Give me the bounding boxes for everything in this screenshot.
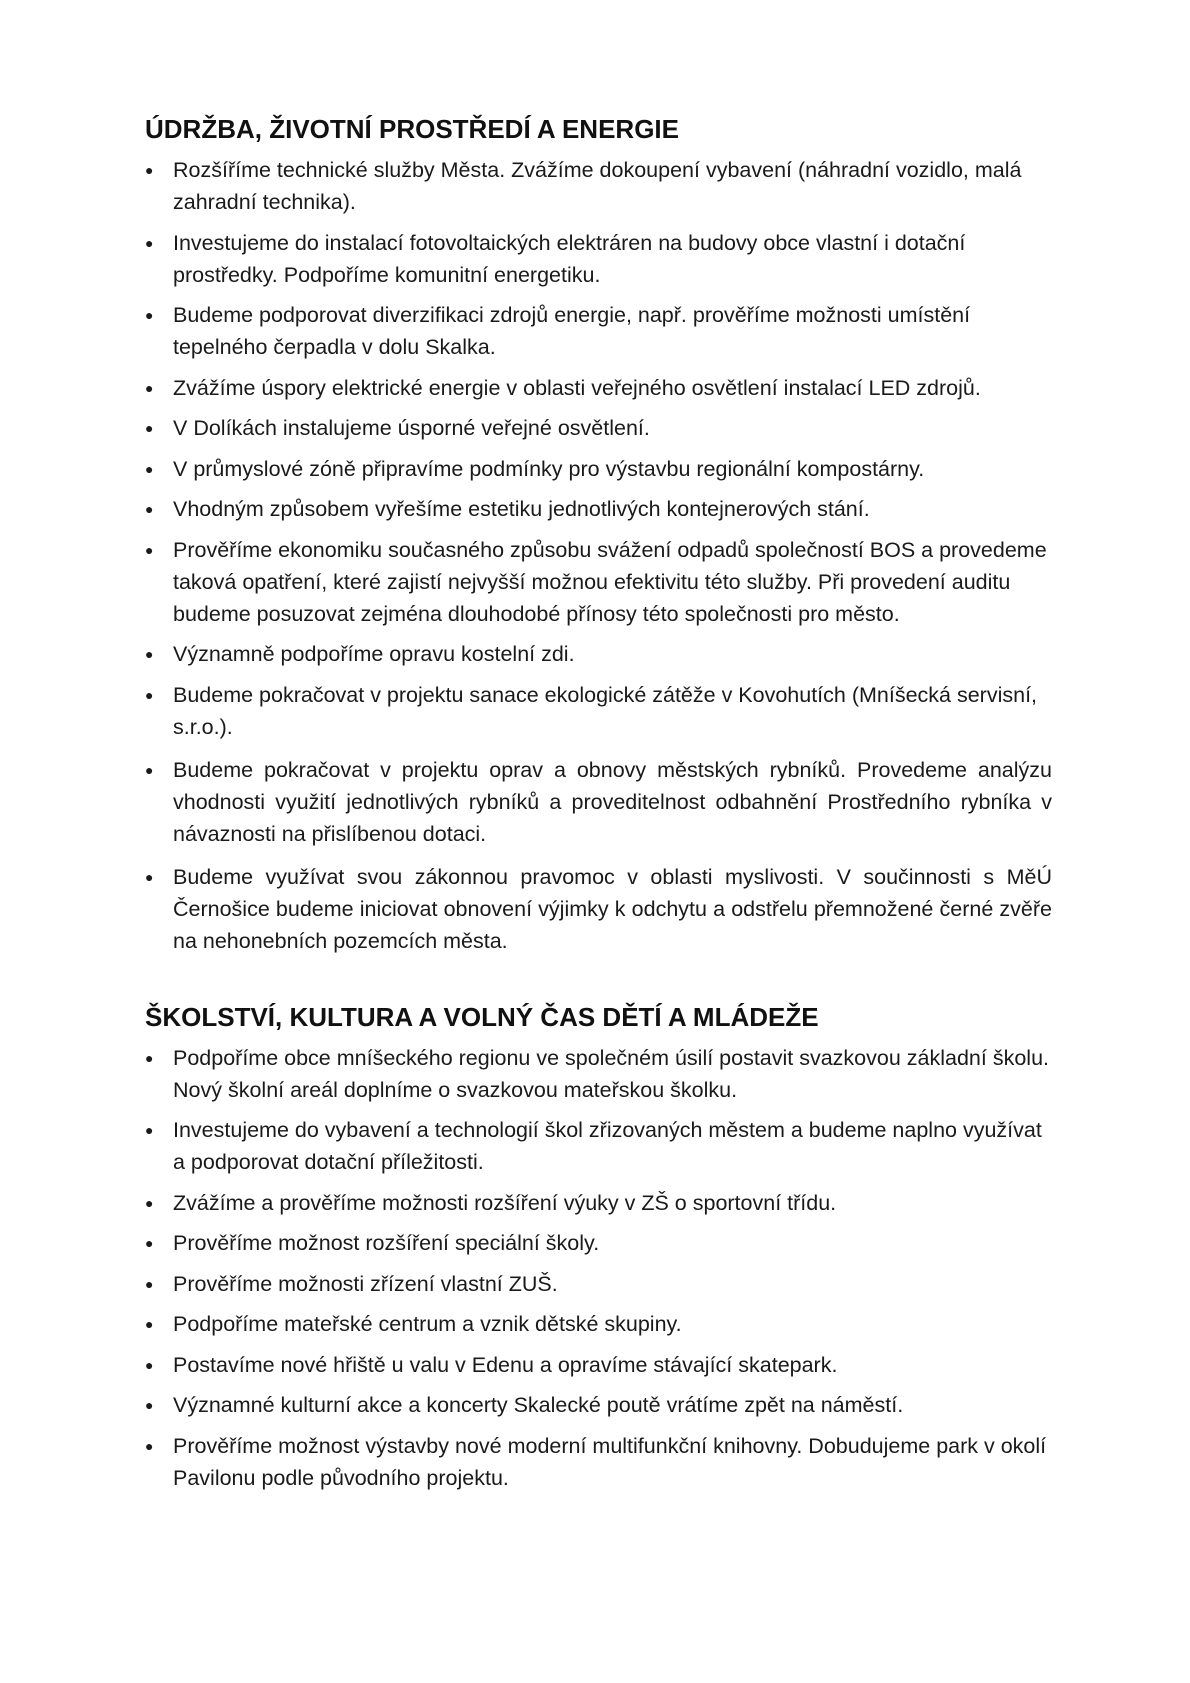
list-item bbox=[145, 154, 1052, 218]
list-item bbox=[145, 679, 1052, 743]
list-item bbox=[145, 1308, 1052, 1340]
list-item-text: Vhodným způsobem vyřešíme estetiku jednotlivých kontejnerových stání. bbox=[173, 497, 870, 521]
section-title: ŠKOLSTVÍ, KULTURA A VOLNÝ ČAS DĚTÍ A MLÁDEŽE bbox=[145, 1001, 819, 1032]
bullet-list bbox=[145, 154, 1052, 957]
list-item-text: Prověříme možnost rozšíření speciální školy. bbox=[173, 1231, 600, 1255]
list-item-text: Budeme využívat svou zákonnou pravomoc v oblasti myslivosti. V součinnosti s MěÚ Černošice budeme iniciovat obnovení výjimky k odchytu a odstřelu přemnožené černé zvěře na nehonebních pozemcích města. bbox=[173, 864, 1052, 953]
bullet-icon: ● bbox=[145, 1235, 154, 1251]
list-item-text: Zvážíme úspory elektrické energie v oblasti veřejného osvětlení instalací LED zdrojů. bbox=[173, 375, 981, 400]
list-item bbox=[145, 1114, 1052, 1178]
list-item-text: Podpoříme obce mníšeckého regionu ve společném úsilí postavit svazkovou základní školu. Nový školní areál doplníme o svazkovou mateřskou školku. bbox=[173, 1045, 1049, 1102]
list-item-text: Rozšíříme technické služby Města. Zvážíme dokoupení vybavení (náhradní vozidlo, malá zahradní technika). bbox=[173, 158, 1022, 214]
list-item bbox=[145, 534, 1052, 630]
bullet-icon: ● bbox=[145, 1049, 154, 1066]
list-item bbox=[145, 754, 1052, 850]
list-item bbox=[145, 453, 1052, 485]
bullet-icon: ● bbox=[145, 541, 154, 558]
bullet-icon: ● bbox=[145, 868, 154, 885]
list-item-text: Zvážíme a prověříme možnosti rozšíření výuky v ZŠ o sportovní třídu. bbox=[173, 1190, 837, 1215]
bullet-icon: ● bbox=[145, 1437, 154, 1454]
list-item-text: Prověříme možnosti zřízení vlastní ZUŠ. bbox=[173, 1271, 558, 1296]
list-item-text: Postavíme nové hřiště u valu v Edenu a opravíme stávající skatepark. bbox=[173, 1352, 838, 1377]
bullet-icon: ● bbox=[145, 1397, 154, 1413]
list-item bbox=[145, 1042, 1052, 1106]
list-item bbox=[145, 1349, 1052, 1381]
bullet-icon: ● bbox=[145, 162, 154, 178]
list-item bbox=[145, 299, 1052, 363]
bullet-icon: ● bbox=[145, 234, 154, 251]
list-item bbox=[145, 1389, 1052, 1421]
list-item bbox=[145, 493, 1052, 525]
bullet-icon: ● bbox=[145, 1316, 154, 1332]
list-item-text: Prověříme možnost výstavby nové moderní multifunkční knihovny. Dobudujeme park v okolí Pavilonu podle původního projektu. bbox=[173, 1433, 1047, 1490]
bullet-icon: ● bbox=[145, 761, 154, 778]
list-item bbox=[145, 1430, 1052, 1494]
list-item-text: Podpoříme mateřské centrum a vznik dětské skupiny. bbox=[173, 1312, 682, 1336]
list-item-text: Budeme pokračovat v projektu oprav a obnovy městských rybníků. Provedeme analýzu vhodnosti využití jednotlivých rybníků a proveditelnost odbahnění Prostředního rybníka v návaznosti na přislíbenou dotaci. bbox=[173, 757, 1052, 846]
bullet-icon: ● bbox=[145, 686, 154, 703]
list-item-text: Investujeme do instalací fotovoltaických elektráren na budovy obce vlastní i dotační prostředky. Podpoříme komunitní energetiku. bbox=[173, 230, 966, 287]
list-item bbox=[145, 638, 1052, 670]
bullet-icon: ● bbox=[145, 1356, 154, 1373]
list-item bbox=[145, 227, 1052, 291]
list-item bbox=[145, 372, 1052, 404]
section-title: ÚDRŽBA, ŽIVOTNÍ PROSTŘEDÍ A ENERGIE bbox=[145, 114, 679, 144]
list-item bbox=[145, 1227, 1052, 1259]
bullet-icon: ● bbox=[145, 1122, 154, 1138]
bullet-icon: ● bbox=[145, 460, 154, 477]
bullet-icon: ● bbox=[145, 379, 154, 396]
list-item-text: Budeme pokračovat v projektu sanace ekologické zátěže v Kovohutích (Mníšecká servisní, s.r.o.). bbox=[173, 682, 1038, 739]
list-item-text: Prověříme ekonomiku současného způsobu svážení odpadů společností BOS a provedeme taková opatření, které zajistí nejvyšší možnou efektivitu této služby. Při provedení auditu budeme posuzovat zejména dlouhodobé přínosy této společnosti pro město. bbox=[173, 537, 1047, 626]
bullet-icon: ● bbox=[145, 501, 154, 517]
bullet-icon: ● bbox=[145, 646, 154, 662]
list-item-text: V Dolíkách instalujeme úsporné veřejné osvětlení. bbox=[173, 416, 650, 440]
bullet-icon: ● bbox=[145, 420, 154, 436]
list-item bbox=[145, 412, 1052, 444]
bullet-list bbox=[145, 1042, 1052, 1494]
list-item-text: Investujeme do vybavení a technologií škol zřizovaných městem a budeme naplno využívat a podporovat dotační příležitosti. bbox=[173, 1118, 1042, 1174]
bullet-icon: ● bbox=[145, 1194, 154, 1211]
list-item bbox=[145, 1187, 1052, 1219]
list-item-text: Významné kulturní akce a koncerty Skalecké poutě vrátíme zpět na náměstí. bbox=[173, 1393, 904, 1417]
section-maintenance-environment-energy bbox=[145, 112, 1052, 957]
list-item-text: Budeme podporovat diverzifikaci zdrojů energie, např. prověříme možnosti umístění tepelného čerpadla v dolu Skalka. bbox=[173, 303, 971, 359]
list-item bbox=[145, 861, 1052, 957]
bullet-icon: ● bbox=[145, 307, 154, 323]
list-item-text: V průmyslové zóně připravíme podmínky pro výstavbu regionální kompostárny. bbox=[173, 456, 925, 481]
list-item-text: Významně podpoříme opravu kostelní zdi. bbox=[173, 642, 575, 666]
list-item bbox=[145, 1268, 1052, 1300]
bullet-icon: ● bbox=[145, 1275, 154, 1292]
section-education-culture-leisure bbox=[145, 1000, 1052, 1494]
